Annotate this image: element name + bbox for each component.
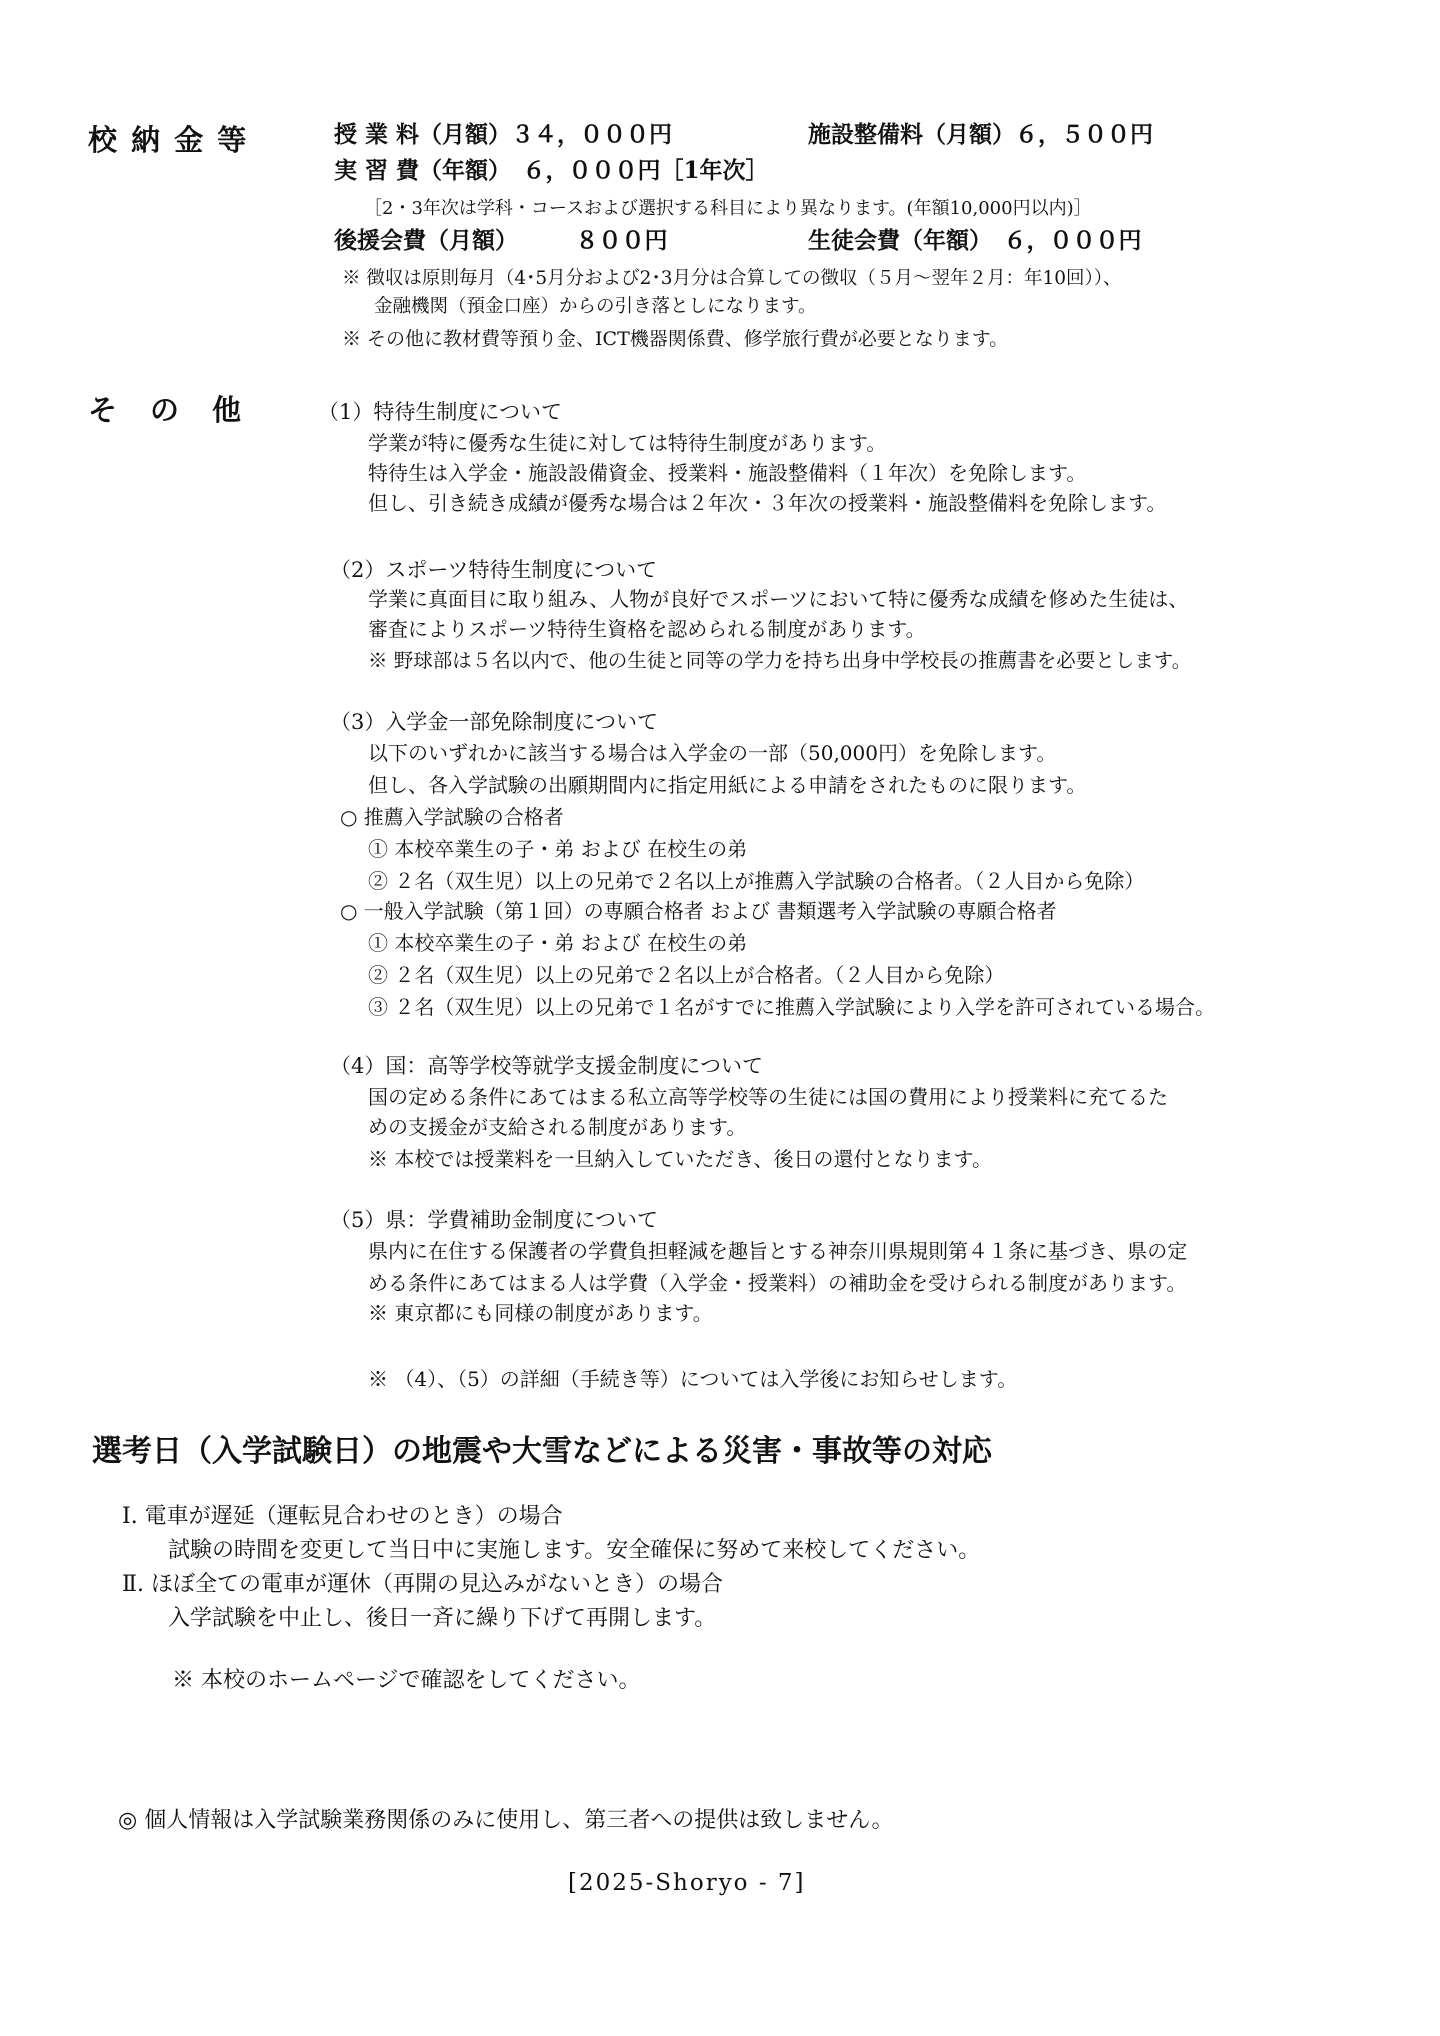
disaster-item-2-detail: 入学試験を中止し、後日一斉に繰り下げて再開します。	[168, 1606, 717, 1631]
s3-line-2: 但し、各入学試験の出願期間内に指定用紙による申請をされたものに限ります。	[368, 773, 1087, 797]
s3-group-2: ○ 一般入学試験（第１回）の専願合格者 および 書類選考入学試験の専願合格者	[340, 899, 1057, 923]
s1-title: （1）特待生制度について	[318, 400, 562, 424]
privacy-note: ◎ 個人情報は入学試験業務関係のみに使用し、第三者への提供は致しません。	[118, 1808, 894, 1833]
s3-line-1: 以下のいずれかに該当する場合は入学金の一部（50,000円）を免除します。	[368, 741, 1057, 765]
fees-note-2: ※ その他に教材費等預り金、ICT機器関係費、修学旅行費が必要となります。	[342, 328, 1009, 350]
s3-group-1-item-2: ② ２名（双生児）以上の兄弟で２名以上が推薦入学試験の合格者。（２人目から免除）	[368, 869, 1145, 893]
s5-line-3: ※ 東京都にも同様の制度があります。	[368, 1301, 713, 1325]
s4-title: （4）国：高等学校等就学支援金制度について	[330, 1054, 763, 1078]
other-heading: そ の 他	[88, 393, 244, 427]
s3-group-1-item-1: ① 本校卒業生の子・弟 および 在校生の弟	[368, 837, 748, 861]
disaster-note: ※ 本校のホームページで確認をしてください。	[172, 1668, 641, 1693]
s2-line-3: ※ 野球部は５名以内で、他の生徒と同等の学力を持ち出身中学校長の推薦書を必要とします。	[368, 649, 1192, 672]
tuition-fee: 授 業 料（月額）３４，０００円	[334, 121, 673, 148]
practice-fee-note: ［2・3年次は学科・コースおよび選択する科目により異なります。(年額10,000円以内)］	[364, 198, 1092, 219]
disaster-title: 選考日（入学試験日）の地震や大雪などによる災害・事故等の対応	[92, 1434, 992, 1469]
fees-note-1a: ※ 徴収は原則毎月（4･5月分および2･3月分は合算しての徴収（５月～翌年２月：年10回））、	[342, 268, 1122, 289]
s4-line-2: めの支援金が支給される制度があります。	[368, 1115, 747, 1139]
support-fee: 後援会費（月額） ８００円	[334, 227, 668, 254]
s3-group-2-item-1: ① 本校卒業生の子・弟 および 在校生の弟	[368, 931, 748, 955]
disaster-item-1: Ⅰ. 電車が遅延（運転見合わせのとき）の場合	[122, 1504, 563, 1529]
disaster-item-1-detail: 試験の時間を変更して当日中に実施します。安全確保に努めて来校してください。	[168, 1538, 981, 1563]
facility-fee: 施設整備料（月額）６，５００円	[808, 121, 1153, 148]
s3-group-2-item-2: ② ２名（双生児）以上の兄弟で２名以上が合格者。（２人目から免除）	[368, 963, 1005, 987]
s3-group-1: ○ 推薦入学試験の合格者	[340, 805, 564, 829]
other-note: ※ （4）、（5）の詳細（手続き等）については入学後にお知らせします。	[368, 1367, 1018, 1391]
page-number: [2025-Shoryo - 7]	[568, 1870, 806, 1896]
student-fee: 生徒会費（年額） ６，０００円	[808, 227, 1142, 254]
disaster-item-2: Ⅱ. ほぼ全ての電車が運休（再開の見込みがないとき）の場合	[122, 1572, 723, 1597]
s1-line-3: 但し、引き続き成績が優秀な場合は２年次・３年次の授業料・施設整備料を免除します。	[368, 491, 1167, 515]
s1-line-2: 特待生は入学金・施設設備資金、授業料・施設整備料（１年次）を免除します。	[368, 461, 1087, 485]
practice-fee: 実 習 費（年額） ６，０００円［1年次］	[334, 157, 769, 184]
s2-title: （2）スポーツ特待生制度について	[330, 558, 658, 582]
s5-line-2: める条件にあてはまる人は学費（入学金・授業料）の補助金を受けられる制度があります。	[368, 1271, 1187, 1295]
s5-line-1: 県内に在住する保護者の学費負担軽減を趣旨とする神奈川県規則第４１条に基づき、県の定	[368, 1239, 1188, 1263]
s3-title: （3）入学金一部免除制度について	[330, 710, 658, 734]
s1-line-1: 学業が特に優秀な生徒に対しては特待生制度があります。	[368, 431, 887, 455]
s5-title: （5）県：学費補助金制度について	[330, 1208, 658, 1232]
s2-line-1: 学業に真面目に取り組み、人物が良好でスポーツにおいて特に優秀な成績を修めた生徒は、	[368, 587, 1189, 611]
fees-note-1b: 金融機関（預金口座）からの引き落としになります。	[374, 296, 817, 317]
s4-line-3: ※ 本校では授業料を一旦納入していただき、後日の還付となります。	[368, 1147, 992, 1171]
s4-line-1: 国の定める条件にあてはまる私立高等学校等の生徒には国の費用により授業料に充てるた	[368, 1085, 1168, 1109]
fees-heading: 校 納 金 等	[88, 123, 249, 157]
s2-line-2: 審査によりスポーツ特待生資格を認められる制度があります。	[368, 617, 926, 641]
s3-group-2-item-3: ③ ２名（双生児）以上の兄弟で１名がすでに推薦入学試験により入学を許可されている場合。	[368, 995, 1215, 1019]
